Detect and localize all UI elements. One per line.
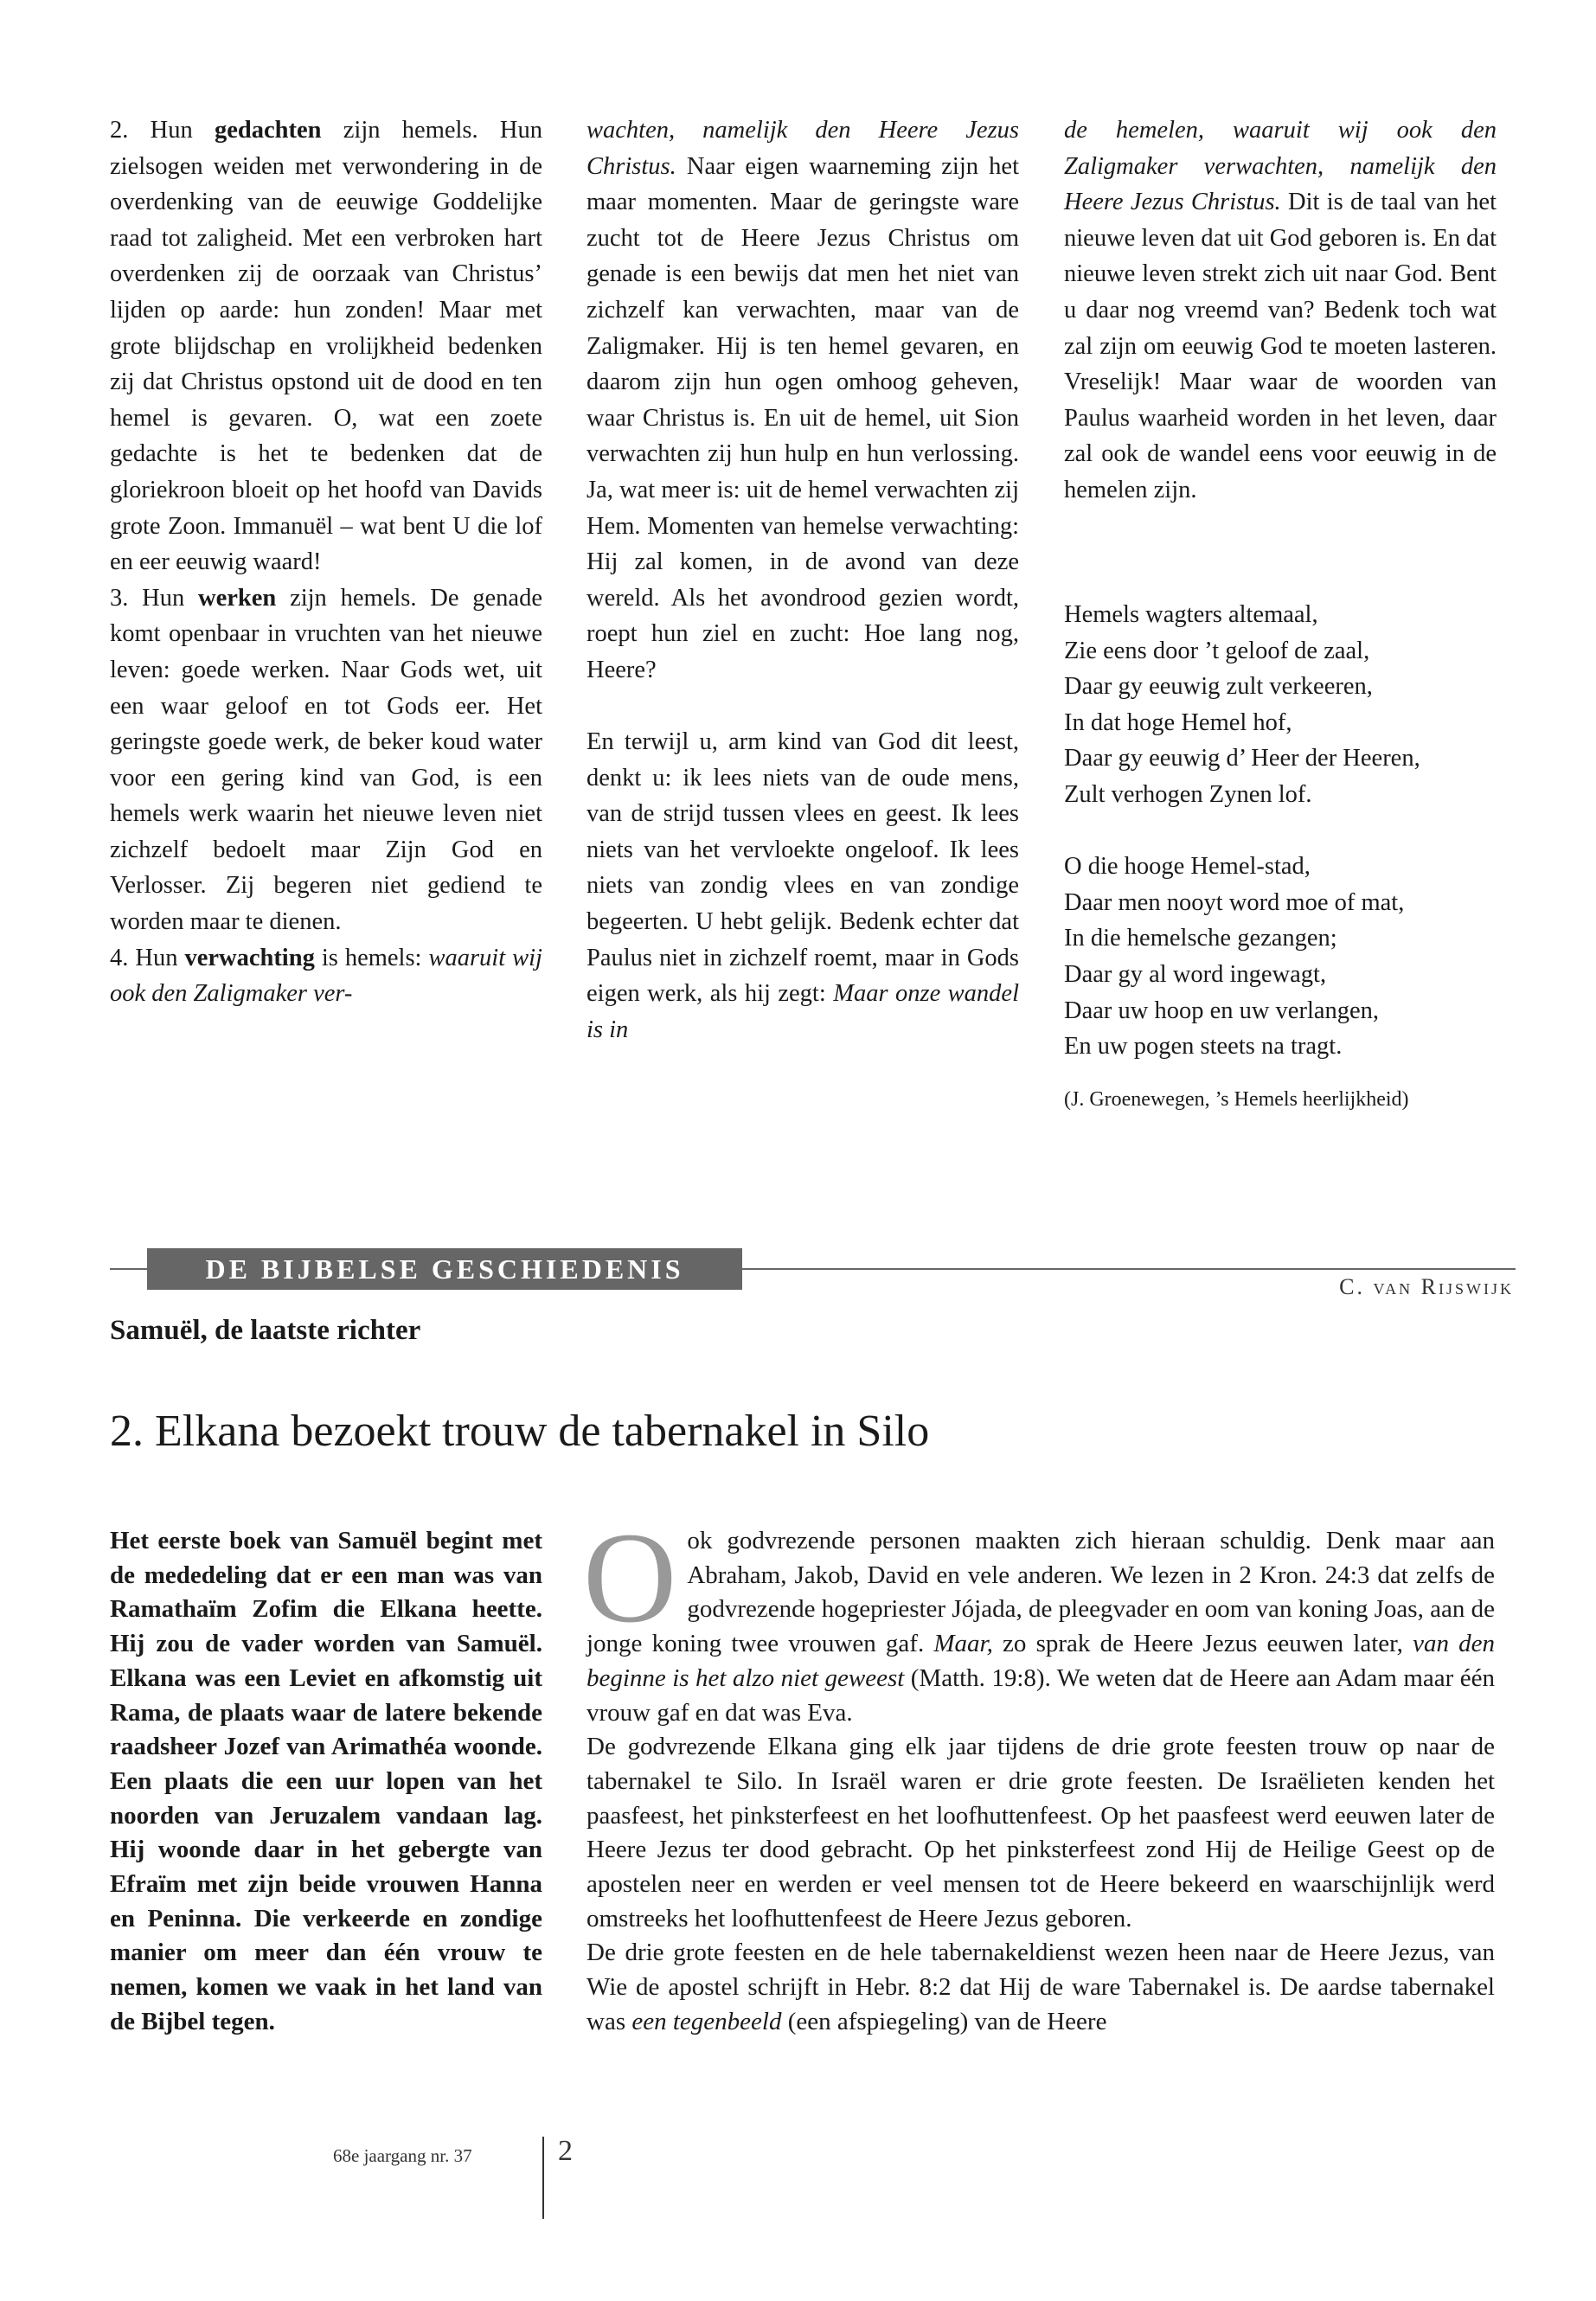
article-body xyxy=(583,1506,1496,2040)
poem xyxy=(1064,597,1514,1118)
article-paragraph-1: ok godvrezende personen maakten zich hieraan schuldig. Denk maar aan Abraham, Jakob, David en vele anderen. We lezen in 2 Kron. 24:3 dat zelfs de godvrezende hogepriester Jójada, de pleegvader en oom van koning Joas, aan de jonge koning twee vrouwen gaf. Maar, zo sprak de Heere Jezus eeuwen later, van den beginne is het alzo niet geweest (Matth. 19:8). We weten dat de Heere aan Adam maar één vrouw gaf en dat was Eva. xyxy=(586,1527,1496,1727)
section-band: DE BIJBELSE GESCHIEDENIS xyxy=(147,1248,742,1290)
poem-line: Daar uw hoop en uw verlangen, xyxy=(1064,997,1380,1024)
poem-line: In die hemelsche gezangen; xyxy=(1064,925,1337,952)
poem-line: Hemels wagters altemaal, xyxy=(1064,601,1318,628)
poem-line: Zie eens door ’t geloof de zaal, xyxy=(1064,637,1370,664)
column-3 xyxy=(1064,112,1497,509)
lead-paragraph: Het eerste boek van Samuël begint met de mededeling dat er een man was van Ramathaïm Zofim die Elkana heette. Hij zou de vader worden van Samuël. Elkana was een Leviet en afkomstig uit Rama, de plaats waar de latere bekende raadsheer Jozef van Arimathéa woonde. Een plaats die een uur lopen van het noorden van Jeruzalem vandaan lag. Hij woonde daar in het gebergte van Efraïm met zijn beide vrouwen Hanna en Peninna. Die verkeerde en zondige manier om meer dan één vrouw te nemen, komen we vaak in het land van de Bijbel tegen. xyxy=(110,1527,542,2035)
column-2 xyxy=(586,112,1019,1048)
article-paragraph-2: De godvrezende Elkana ging elk jaar tijdens de drie grote feesten trouw op naar de tabernakel te Silo. In Israël waren er drie grote feesten. De Israëlieten kenden het paasfeest, het pinksterfeest en het loofhuttenfeest. Op het paasfeest werd eeuwen later de Heere Jezus ter dood gebracht. Op het pinksterfeest zond Hij de Heilige Geest op de apostelen neer en werden er veel mensen tot de Heere bekeerd en waarschijnlijk werd omstreeks het loofhuttenfeest de Heere Jezus geboren. xyxy=(586,1733,1495,1932)
poem-line: Daar men nooyt word moe of mat, xyxy=(1064,888,1405,916)
page-number: 2 xyxy=(558,2135,573,2167)
column-1 xyxy=(110,112,542,1012)
paragraph-werken: 3. Hun werken zijn hemels. De genade komt openbaar in vruchten van het nieuwe leven: goede werken. Naar Gods wet, uit een waar geloof en tot Gods eer. Het geringste goede werk, de beker koud water voor een gering kind van God, is een hemels werk waarin het nieuwe leven niet zichzelf bedoelt maar Zijn God en Verlosser. Zij begeren niet gediend te worden maar te dienen. xyxy=(110,584,542,936)
footer-divider xyxy=(542,2137,544,2219)
author-name: C. van Rijswijk xyxy=(1339,1274,1514,1299)
poem-source: (J. Groenewegen, ’s Hemels heerlijkheid) xyxy=(1064,1087,1409,1111)
article-paragraph-3: De drie grote feesten en de hele tabernakeldienst wezen heen naar de Heere Jezus, van Wie de apostel schrijft in Hebr. 8:2 dat Hij de ware Tabernakel is. De aardse tabernakel was een tegenbeeld (een afspiegeling) van de Heere xyxy=(586,1939,1495,2035)
paragraph-verwachting: 4. Hun verwachting is hemels: waaruit wij ook den Zaligmaker ver- xyxy=(110,944,542,1008)
poem-line: Daar gy al word ingewagt, xyxy=(1064,960,1327,988)
poem-line: In dat hoge Hemel hof, xyxy=(1064,708,1292,736)
poem-line: Daar gy eeuwig d’ Heer der Heeren, xyxy=(1064,745,1420,772)
paragraph-gedachten: 2. Hun gedachten zijn hemels. Hun zielsogen weiden met verwondering in de overdenking van de eeuwige Goddelijke raad tot zaligheid. Met een verbroken hart overdenken zij de oorzaak van Christus’ lijden op aarde: hun zonden! Maar met grote blijdschap en vrolijkheid bedenken zij dat Christus opstond uit de dood en ten hemel is gevaren. O, wat een zoete gedachte is het te bedenken dat de gloriekroon bloeit op het hoofd van Davids grote Zoon. Immanuël – wat bent U die lof en eer eeuwig waard! xyxy=(110,117,543,576)
paragraph-nieuwe-leven: de hemelen, waaruit wij ook den Zaligmaker verwachten, namelijk den Heere Jezus Christus. Dit is de taal van het nieuwe leven dat uit God geboren is. En dat nieuwe leven strekt zich uit naar God. Bent u daar nog vreemd van? Bedenk toch wat zal zijn om eeuwig God te moeten lasteren. Vreselijk! Maar waar de woorden van Paulus waarheid worden in het leven, daar zal ook de wandel eens voor eeuwig in de hemelen zijn. xyxy=(1064,117,1497,503)
poem-line: En uw pogen steets na tragt. xyxy=(1064,1033,1343,1061)
article-title: 2. Elkana bezoekt trouw de tabernakel in Silo xyxy=(110,1407,930,1456)
poem-line: O die hooge Hemel-stad, xyxy=(1064,853,1311,881)
footer-issue: 68e jaargang nr. 37 xyxy=(333,2145,472,2166)
paragraph-arm-kind: En terwijl u, arm kind van God dit leest, denkt u: ik lees niets van de oude mens, van de strijd tussen vlees en geest. Ik lees niets van het vervloekte ongeloof. Ik lees niets van zondig vlees en van zondige begeerten. U hebt gelijk. Bedenk echter dat Paulus niet in zichzelf roemt, maar in Gods eigen werk, als hij zegt: Maar onze wandel is in xyxy=(586,728,1020,1043)
poem-line: Zult verhogen Zynen lof. xyxy=(1064,780,1312,808)
section-subtitle: Samuël, de laatste richter xyxy=(110,1315,421,1346)
poem-line: Daar gy eeuwig zult verkeeren, xyxy=(1064,673,1373,701)
paragraph-continuation: wachten, namelijk den Heere Jezus Christus. Naar eigen waarneming zijn het maar momenten. Maar de geringste ware zucht tot de Heere Jezus Christus om genade is een bewijs dat men het niet van zichzelf kan verwachten, maar van de Zaligmaker. Hij is ten hemel gevaren, en daarom zijn hun ogen omhoog geheven, waar Christus is. En uit de hemel, uit Sion verwachten zij hun hulp en hun verlossing. Ja, wat meer is: uit de hemel verwachten zij Hem. Momenten van hemelse verwachting: Hij zal komen, in de avond van deze wereld. Als het avondrood gezien wordt, roept hun ziel en zucht: Hoe lang nog, Heere? xyxy=(586,117,1019,683)
drop-cap: O xyxy=(583,1506,677,1650)
